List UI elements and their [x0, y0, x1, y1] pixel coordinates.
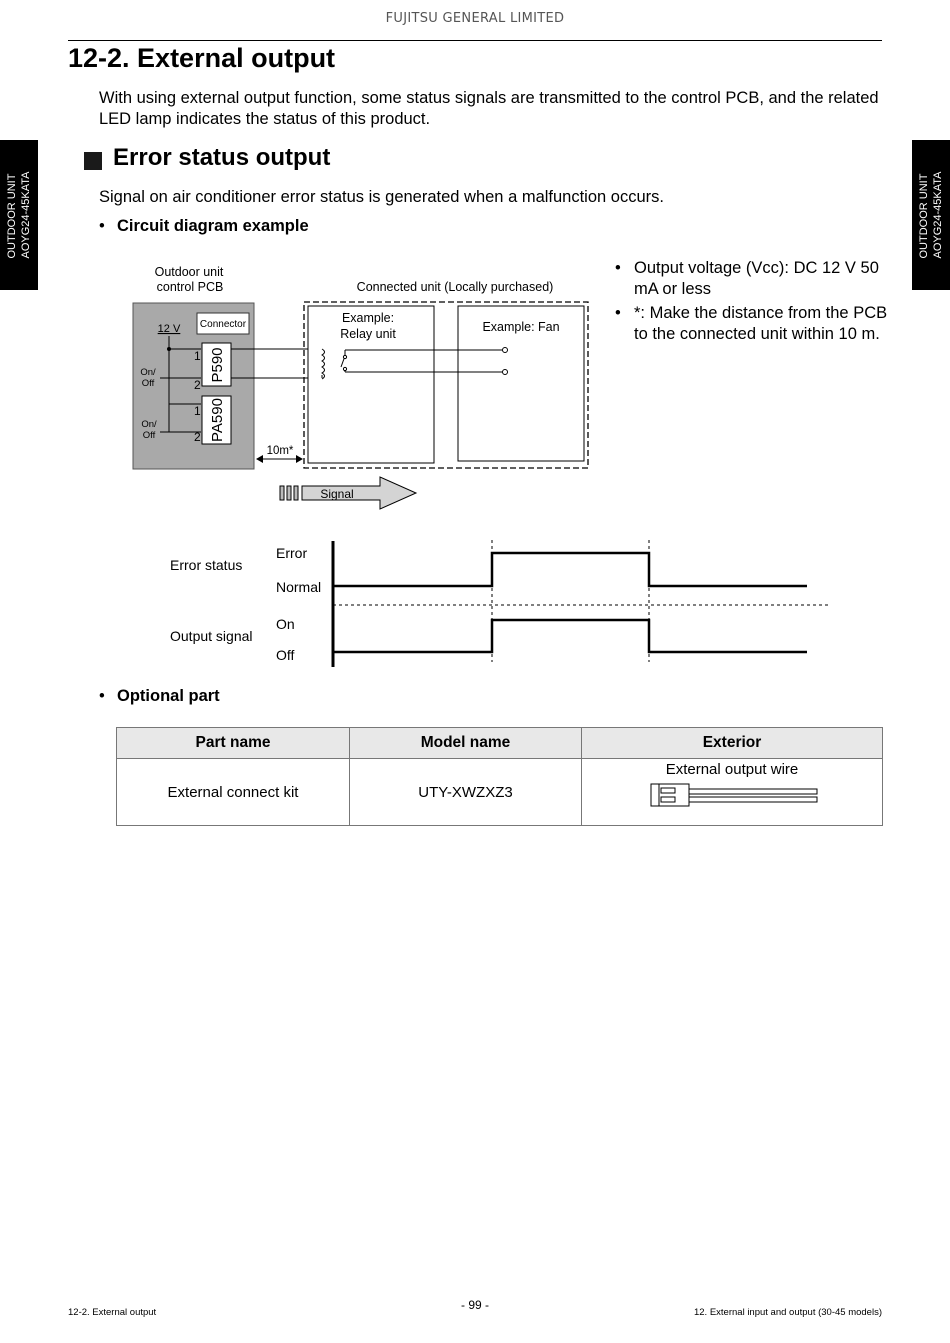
- error-status-waveform: [333, 553, 807, 586]
- exterior-label: External output wire: [665, 761, 799, 778]
- output-signal-label: Output signal: [170, 628, 253, 644]
- optional-parts-table: [116, 727, 883, 826]
- section-description: Signal on air conditioner error status is generated when a malfunction occurs.: [99, 188, 664, 206]
- part-name-cell: External connect kit: [117, 759, 350, 826]
- error-level-label: Error: [276, 545, 308, 561]
- column-header: Exterior: [582, 728, 883, 759]
- relay-contact-icon: [343, 355, 346, 358]
- fan-label: Example: Fan: [482, 320, 560, 334]
- pcb-label-1: Outdoor unit: [154, 265, 224, 279]
- off-level-label: Off: [276, 647, 295, 663]
- side-tab-line1: OUTDOOR UNIT: [918, 173, 930, 259]
- connector-label: Connector: [199, 319, 247, 330]
- pcb-label-2: control PCB: [156, 280, 224, 294]
- bullet-circuit: • Circuit diagram example: [99, 217, 309, 235]
- junction-dot: [167, 347, 171, 351]
- page-title: 12-2. External output: [68, 43, 336, 73]
- relay-label-2: Relay unit: [340, 327, 396, 341]
- footer-right: 12. External input and output (30-45 models): [693, 1307, 882, 1318]
- notes-list: [615, 258, 890, 348]
- pin-1-label: 1: [194, 404, 201, 418]
- table-header-row: [117, 728, 883, 759]
- section-title: Error status output: [113, 144, 331, 171]
- circuit-diagram: [120, 255, 600, 520]
- connector-pa590-label: PA590: [209, 398, 226, 442]
- side-tab-line2: AOYG24-45KATA: [932, 171, 944, 259]
- column-header: Model name: [350, 728, 582, 759]
- signal-arrow-icon: [302, 477, 416, 509]
- page-number: - 99 -: [460, 1298, 489, 1312]
- signal-bar-icon: [294, 486, 298, 500]
- on-off-label-2a: On/: [141, 419, 157, 430]
- output-wire-icon: [649, 781, 819, 809]
- distance-label: 10m*: [266, 445, 294, 457]
- exterior-cell: [582, 759, 883, 826]
- on-off-label-1b: Off: [141, 378, 155, 389]
- signal-bar-icon: [287, 486, 291, 500]
- timing-diagram: [160, 535, 840, 670]
- output-signal-waveform: [333, 620, 807, 652]
- on-off-label-2b: Off: [142, 430, 156, 441]
- pin-2-label: 2: [194, 378, 201, 392]
- column-header: Part name: [117, 728, 350, 759]
- footer-left: 12-2. External output: [68, 1307, 157, 1318]
- side-tab-line2: AOYG24-45KATA: [20, 171, 32, 259]
- company-name: FUJITSU GENERAL LIMITED: [385, 11, 565, 26]
- table-row: [117, 759, 883, 826]
- side-tab-right: [912, 140, 950, 290]
- header-rule: [68, 40, 882, 41]
- side-tab-left: [0, 140, 38, 290]
- intro-paragraph: With using external output function, some status signals are transmitted to the control PCB, and the related LED lamp indicates the status of this product.: [99, 89, 879, 128]
- relay-label-1: Example:: [341, 311, 395, 325]
- connector-p590-label: P590: [209, 347, 226, 383]
- bullet-optional: • Optional part: [99, 687, 220, 705]
- connected-unit-label: Connected unit (Locally purchased): [356, 280, 554, 294]
- note-text: Output voltage (Vcc): DC 12 V 50 mA or less: [634, 259, 879, 298]
- error-status-label: Error status: [170, 557, 243, 573]
- on-level-label: On: [276, 616, 295, 632]
- model-name-cell: UTY-XWZXZ3: [350, 759, 582, 826]
- signal-bar-icon: [280, 486, 284, 500]
- on-off-label-1a: On/: [140, 367, 156, 378]
- side-tab-line1: OUTDOOR UNIT: [6, 173, 18, 259]
- v12-label: 12 V: [157, 323, 181, 335]
- note-text: *: Make the distance from the PCB to the connected unit within 10 m.: [634, 304, 888, 343]
- signal-label: Signal: [320, 487, 354, 501]
- bullet-circuit-label: Circuit diagram example: [117, 217, 309, 235]
- terminal-icon: [503, 348, 508, 353]
- bullet-optional-label: Optional part: [117, 687, 220, 705]
- arrowhead-icon: [296, 455, 303, 463]
- terminal-icon: [503, 370, 508, 375]
- pin-1-label: 1: [194, 349, 201, 363]
- normal-level-label: Normal: [276, 579, 322, 595]
- arrowhead-icon: [256, 455, 263, 463]
- pin-2-label: 2: [194, 430, 201, 444]
- note-item: • Output voltage (Vcc): DC 12 V 50 mA or less: [615, 259, 879, 298]
- section-square-icon: [84, 152, 102, 170]
- note-item: • *: Make the distance from the PCB to the connected unit within 10 m.: [615, 304, 888, 343]
